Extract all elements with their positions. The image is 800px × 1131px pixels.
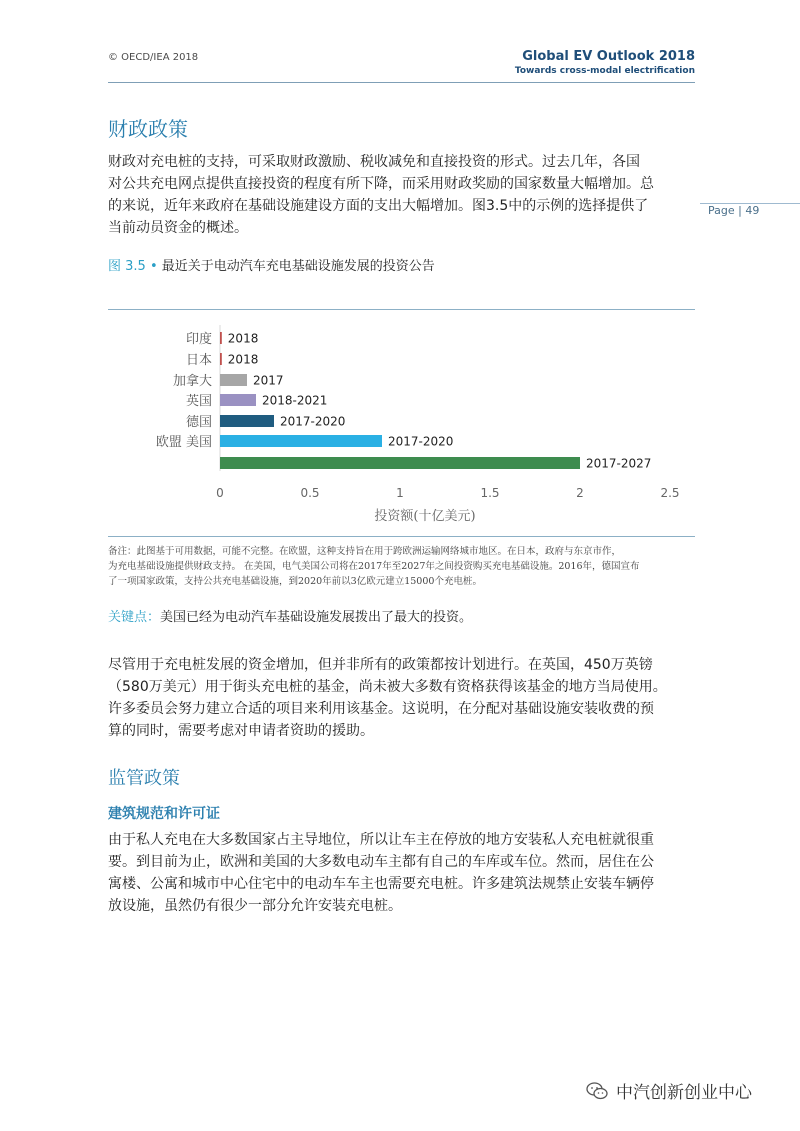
paragraph-3 <box>108 829 698 917</box>
bar <box>220 353 222 365</box>
bar-label: 2018-2021 <box>262 393 328 408</box>
note-line: 备注：此图基于可用数据，可能不完整。在欧盟，这种支持旨在用于跨欧洲运输网络城市地区。在日本，政府与东京市作， <box>108 546 622 557</box>
watermark-text: 中汽创新创业中心 <box>616 1083 752 1103</box>
bar <box>220 457 580 469</box>
bar-label: 2017-2020 <box>280 414 346 429</box>
figure-caption-text: 最近关于电动汽车充电基础设施发展的投资公告 <box>161 259 435 274</box>
header-copyright: © OECD/IEA 2018 <box>108 52 199 63</box>
figure-caption <box>108 255 435 274</box>
paragraph-line: 许多委员会努力建立合适的项目来利用该基金。这说明，在分配对基础设施安装收费的预 <box>108 701 654 717</box>
wechat-icon <box>586 1082 608 1100</box>
bar <box>220 394 256 406</box>
bar <box>220 374 247 386</box>
section-2-title: 监管政策 <box>108 768 180 789</box>
x-tick-label: 2.5 <box>660 486 680 500</box>
figure-bottom-rule <box>108 536 695 537</box>
bar-label: 2017 <box>253 373 284 388</box>
section-title: 财政政策 <box>108 117 188 141</box>
paragraph-2 <box>108 654 698 742</box>
key-point-text: 美国已经为电动汽车基础设施发展拨出了最大的投资。 <box>160 610 473 625</box>
subsection-title: 建筑规范和许可证 <box>108 806 220 822</box>
header-subtitle: Towards cross-modal electrification <box>514 66 695 76</box>
x-tick-label: 1.5 <box>480 486 500 500</box>
paragraph-line: 当前动员资金的概述。 <box>108 220 248 236</box>
bar-chart <box>108 315 698 533</box>
header-divider <box>108 82 695 83</box>
paragraph-line: 尽管用于充电桩发展的资金增加，但并非所有的政策都按计划进行。在英国，450万英镑 <box>108 657 653 673</box>
category-label: 英国 <box>185 394 212 409</box>
figure-label: 图 3.5 • <box>108 259 158 274</box>
paragraph-line: 要。到目前为止，欧洲和美国的大多数电动车主都有自己的车库或车位。然而，居住在公 <box>108 854 654 870</box>
bar <box>220 435 382 447</box>
bar-label: 2017-2027 <box>586 456 652 471</box>
category-label: 德国 <box>185 415 212 430</box>
category-label: 加拿大 <box>172 374 212 389</box>
paragraph-line: 对公共充电网点提供直接投资的程度有所下降，而采用财政奖励的国家数量大幅增加。总 <box>108 176 654 192</box>
key-point-label: 关键点： <box>108 610 161 625</box>
category-label: 日本 <box>185 353 212 368</box>
page-number: Page | 49 <box>708 204 760 217</box>
paragraph-1 <box>108 151 698 239</box>
paragraph-line: 放设施，虽然仍有很少一部分允许安装充电桩。 <box>108 898 402 914</box>
paragraph-line: 由于私人充电在大多数国家占主导地位，所以让车主在停放的地方安装私人充电桩就很重 <box>108 832 654 848</box>
paragraph-line: （580万美元）用于街头充电桩的基金，尚未被大多数有资格获得该基金的地方当局使用。 <box>108 679 667 695</box>
paragraph-line: 的来说，近年来政府在基础设施建设方面的支出大幅增加。图3.5中的示例的选择提供了 <box>108 198 649 214</box>
figure-top-rule <box>108 309 695 310</box>
x-tick-label: 1 <box>396 486 404 500</box>
bar-label: 2018 <box>227 352 259 367</box>
x-tick-label: 0 <box>216 486 224 500</box>
x-tick-label: 2 <box>576 486 584 500</box>
watermark <box>586 1078 752 1103</box>
paragraph-line: 寓楼、公寓和城市中心住宅中的电动车车主也需要充电桩。许多建筑法规禁止安装车辆停 <box>108 876 654 892</box>
x-tick-label: 0.5 <box>300 486 320 500</box>
category-label: 印度 <box>185 332 212 347</box>
bar-label: 2018 <box>227 331 259 346</box>
key-point <box>108 606 472 625</box>
bar <box>220 415 274 427</box>
note-line: 了一项国家政策，支持公共充电基础设施，到2020年前以3亿欧元建立15000个充电桩。 <box>108 576 482 587</box>
figure-note <box>108 544 698 589</box>
header-block <box>515 49 695 76</box>
bar <box>220 332 222 344</box>
note-line: 为充电基础设施提供财政支持。 在美国，电气美国公司将在2017年至2027年之间投资购买充电基础设施。2016年，德国宣布 <box>108 561 640 572</box>
x-axis-label: 投资额(十亿美元) <box>374 509 476 524</box>
header-title: Global EV Outlook 2018 <box>522 49 695 64</box>
paragraph-line: 算的同时，需要考虑对申请者资助的援助。 <box>108 723 374 739</box>
bar-label: 2017-2020 <box>388 434 454 449</box>
category-label: 欧盟 美国 <box>155 435 212 450</box>
paragraph-line: 财政对充电桩的支持，可采取财政激励、税收减免和直接投资的形式。过去几年，各国 <box>108 154 640 170</box>
